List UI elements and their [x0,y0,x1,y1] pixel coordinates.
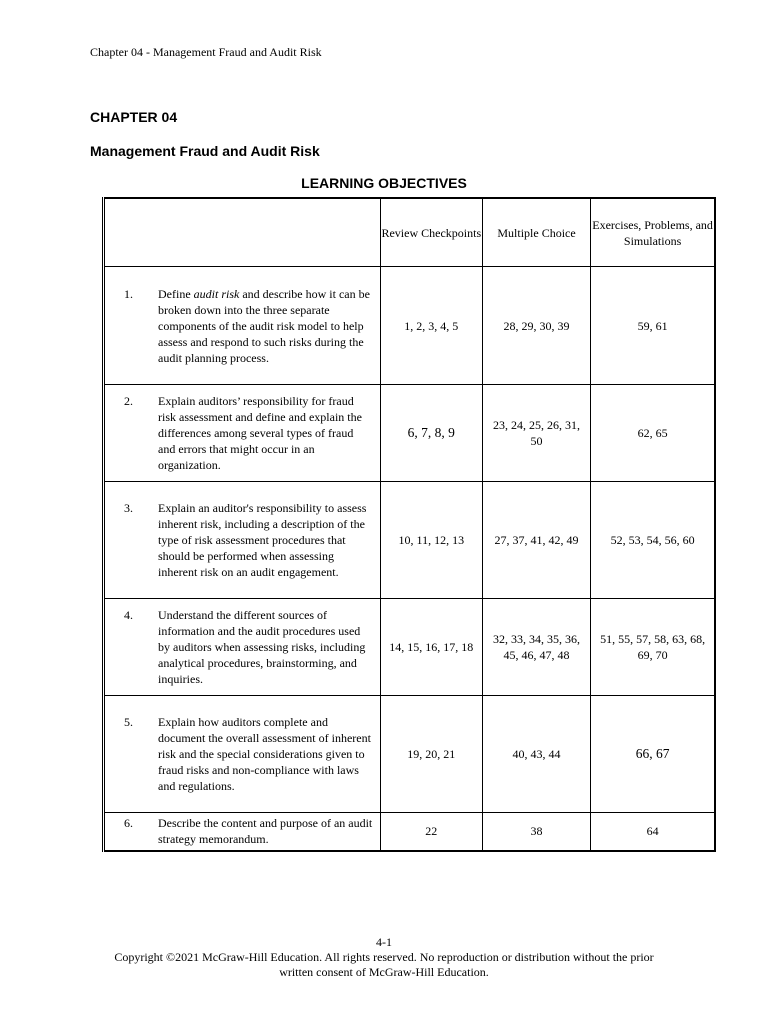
objective-text: Define audit risk and describe how it can be broken down into the three separate components of the audit risk model to help assess and respond to such risks during the audit planning process. [158,286,370,365]
review-checkpoints-cell: 6, 7, 8, 9 [380,385,482,482]
objective-text: Explain auditors’ responsibility for fraud risk assessment and define and explain the differences among several types of fraud and errors that might occur in an organization. [158,394,362,472]
running-header: Chapter 04 - Management Fraud and Audit Risk [90,45,322,59]
page-footer [0,935,768,980]
table-row [104,267,716,385]
objective-text: Describe the content and purpose of an audit strategy memorandum. [158,816,373,847]
header-multiple-choice: Multiple Choice [482,198,590,267]
objective-number: 2. [124,394,133,408]
table-row [104,599,716,696]
chapter-label: CHAPTER 04 [90,109,178,125]
exercises-cell: 59, 61 [591,267,715,385]
multiple-choice-cell: 32, 33, 34, 35, 36, 45, 46, 47, 48 [482,599,590,696]
review-checkpoints-cell: 1, 2, 3, 4, 5 [380,267,482,385]
multiple-choice-cell: 23, 24, 25, 26, 31, 50 [482,385,590,482]
objective-number: 5. [124,715,133,729]
objective-text: Understand the different sources of information and the audit procedures used by auditors when assessing risks, including analytical procedures, brainstorming, and inquiries. [158,608,366,686]
exercises-cell: 52, 53, 54, 56, 60 [591,482,715,599]
section-title: LEARNING OBJECTIVES [301,175,467,191]
exercises-cell: 66, 67 [591,696,715,813]
objective-cell [104,385,381,482]
multiple-choice-cell: 28, 29, 30, 39 [482,267,590,385]
objective-text: Explain how auditors complete and document the overall assessment of inherent risk and the special considerations given to fraud risks and non-compliance with laws and regulations. [158,715,371,793]
multiple-choice-cell: 38 [482,813,590,851]
table-row [104,385,716,482]
objective-number: 4. [124,608,133,622]
review-checkpoints-cell: 14, 15, 16, 17, 18 [380,599,482,696]
objective-number: 6. [124,816,133,831]
table-header-row [104,198,716,267]
learning-objectives-table [102,197,716,852]
multiple-choice-cell: 27, 37, 41, 42, 49 [482,482,590,599]
header-objective [104,198,381,267]
table-row [104,482,716,599]
exercises-cell: 64 [591,813,715,851]
review-checkpoints-cell: 10, 11, 12, 13 [380,482,482,599]
copyright-notice: Copyright ©2021 McGraw-Hill Education. All rights reserved. No reproduction or distribution without the prior written consent of McGraw-Hill Education. [114,950,654,979]
objective-cell [104,599,381,696]
chapter-title: Management Fraud and Audit Risk [90,143,320,159]
objective-text: Explain an auditor's responsibility to assess inherent risk, including a description of the type of risk assessment procedures that should be performed when assessing inherent risk on an audit engagement. [158,501,367,579]
objective-cell [104,813,381,851]
exercises-cell: 62, 65 [591,385,715,482]
objective-number: 1. [124,286,133,301]
header-review-checkpoints: Review Checkpoints [380,198,482,267]
review-checkpoints-cell: 22 [380,813,482,851]
exercises-cell: 51, 55, 57, 58, 63, 68, 69, 70 [591,599,715,696]
table-row [104,696,716,813]
table-row [104,813,716,851]
objective-cell [104,482,381,599]
review-checkpoints-cell: 19, 20, 21 [380,696,482,813]
multiple-choice-cell: 40, 43, 44 [482,696,590,813]
objective-number: 3. [124,501,133,515]
objective-cell [104,267,381,385]
page-number: 4-1 [376,935,392,949]
header-exercises: Exercises, Problems, and Simulations [591,198,715,267]
objective-cell [104,696,381,813]
